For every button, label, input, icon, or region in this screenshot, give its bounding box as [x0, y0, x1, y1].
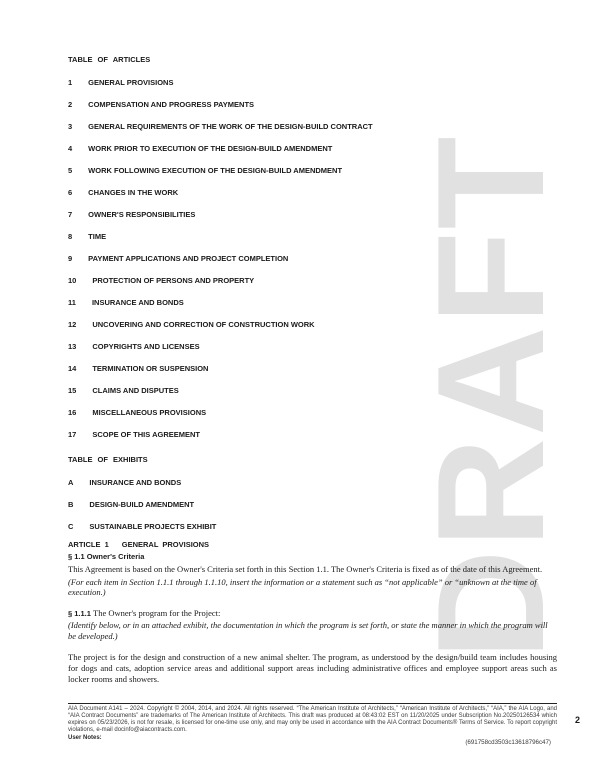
exhibit-letter: B: [68, 500, 74, 509]
toc-article-row: [68, 210, 557, 232]
page-footer: [68, 703, 557, 746]
article-title: MISCELLANEOUS PROVISIONS: [92, 408, 207, 417]
article-number: 16: [68, 408, 77, 417]
footer-notes-row: [68, 735, 557, 746]
exhibit-title: SUSTAINABLE PROJECTS EXHIBIT: [89, 522, 217, 531]
toc-article-row: [68, 254, 557, 276]
user-notes-label: User Notes:: [68, 734, 102, 741]
section-1-1-body: This Agreement is based on the Owner's Criteria set forth in this Section 1.1. The Owner's Criteria is fixed as of the date of this Agreement.: [68, 564, 543, 574]
article-title: WORK PRIOR TO EXECUTION OF THE DESIGN-BUILD AMENDMENT: [88, 144, 333, 153]
section-1-1-1-guide-note: (Identify below, or in an attached exhibit, the documentation in which the program is set forth, or state the manner in which the program will be developed.): [68, 619, 548, 641]
article-title: WORK FOLLOWING EXECUTION OF THE DESIGN-BUILD AMENDMENT: [88, 166, 343, 175]
article-number: 11: [68, 298, 76, 307]
section-1-1-1-text: The Owner's program for the Project:: [93, 607, 221, 618]
article-number: 14: [68, 364, 77, 373]
article-title: UNCOVERING AND CORRECTION OF CONSTRUCTION WORK: [92, 320, 315, 329]
toc-article-row: [68, 166, 557, 188]
article-title: PAYMENT APPLICATIONS AND PROJECT COMPLETION: [88, 254, 289, 263]
toc-article-row: [68, 232, 557, 254]
toc-article-row: [68, 408, 557, 430]
article-1-label: ARTICLE 1: [68, 540, 109, 549]
toc-exhibit-row: [68, 478, 557, 500]
article-title: COMPENSATION AND PROGRESS PAYMENTS: [88, 100, 255, 109]
article-title: CHANGES IN THE WORK: [88, 188, 179, 197]
toc-article-row: [68, 298, 557, 320]
article-title: GENERAL PROVISIONS: [88, 78, 174, 87]
article-number: 6: [68, 188, 73, 197]
article-number: 15: [68, 386, 77, 395]
article-1-heading: [68, 541, 557, 549]
toc-article-row: [68, 364, 557, 386]
toc-article-row: [68, 100, 557, 122]
article-number: 10: [68, 276, 77, 285]
toc-article-row: [68, 320, 557, 342]
article-number: 8: [68, 232, 73, 241]
article-title: GENERAL REQUIREMENTS OF THE WORK OF THE DESIGN-BUILD CONTRACT: [88, 122, 373, 131]
toc-article-row: [68, 386, 557, 408]
article-number: 4: [68, 144, 73, 153]
page-content: [68, 56, 557, 685]
article-title: CLAIMS AND DISPUTES: [92, 386, 179, 395]
section-1-1-1-line: [68, 609, 557, 618]
exhibit-title: INSURANCE AND BONDS: [89, 478, 182, 487]
article-title: TERMINATION OR SUSPENSION: [92, 364, 209, 373]
toc-article-row: [68, 144, 557, 166]
article-title: TIME: [88, 232, 107, 241]
article-number: 17: [68, 430, 77, 439]
exhibit-title: DESIGN-BUILD AMENDMENT: [89, 500, 195, 509]
toc-article-row: [68, 342, 557, 364]
article-number: 5: [68, 166, 73, 175]
article-title: COPYRIGHTS AND LICENSES: [92, 342, 200, 351]
article-1-title: GENERAL PROVISIONS: [121, 540, 210, 549]
article-number: 7: [68, 210, 73, 219]
table-of-exhibits-heading: TABLE OF EXHIBITS: [68, 455, 148, 464]
article-title: OWNER'S RESPONSIBILITIES: [88, 210, 196, 219]
toc-article-row: [68, 188, 557, 210]
article-title: PROTECTION OF PERSONS AND PROPERTY: [92, 276, 255, 285]
table-of-articles-heading: TABLE OF ARTICLES: [68, 55, 151, 64]
section-1-1-heading: § 1.1 Owner's Criteria: [68, 552, 145, 561]
document-id: (691758cd3503c13618796c47): [465, 738, 551, 746]
article-number: 12: [68, 320, 77, 329]
article-number: 3: [68, 122, 73, 131]
section-1-1-guide-note: (For each item in Section 1.1.1 through 1.1.10, insert the information or a statement such as “not applicable” or “unknown at the time of execution.): [68, 576, 537, 598]
exhibit-letter: A: [68, 478, 74, 487]
article-number: 9: [68, 254, 73, 263]
article-number: 13: [68, 342, 77, 351]
article-number: 1: [68, 78, 73, 87]
copyright-legal-text: AIA Document A141 – 2024. Copyright © 2004, 2014, and 2024. All rights reserved. “The American Institute of Architects,” “American Institute of Architects,” “AIA,” the AIA Logo, and “AIA Contract Documents” are trademarks of The American Institute of Architects. This draft was produced at 08:43:02 EST on 11/20/2025 under Subscription No.20250126534 which expires on 05/23/2026, is not for resale, is licensed for one-time use only, and may only be used in accordance with the AIA Contract Documents® Terms of Service. To report copyright violations, e-mail docinfo@aiacontracts.com.: [68, 706, 557, 733]
article-title: SCOPE OF THIS AGREEMENT: [92, 430, 200, 439]
toc-article-row: [68, 430, 557, 452]
article-number: 2: [68, 100, 73, 109]
toc-article-row: [68, 78, 557, 100]
owner-program-response: The project is for the design and construction of a new animal shelter. The program, as understood by the design/build team includes housing for dogs and cats, adoption service areas and additional support areas including administrative offices and employee support areas such as locker rooms and showers.: [68, 652, 557, 684]
toc-article-row: [68, 122, 557, 144]
draft-watermark: DRAFT: [406, 134, 576, 660]
toc-exhibit-row: [68, 500, 557, 522]
exhibit-letter: C: [68, 522, 74, 531]
section-1-1-1-label: § 1.1.1: [68, 608, 91, 618]
article-title: INSURANCE AND BONDS: [91, 298, 184, 307]
toc-article-row: [68, 276, 557, 298]
page-number: 2: [574, 715, 580, 725]
